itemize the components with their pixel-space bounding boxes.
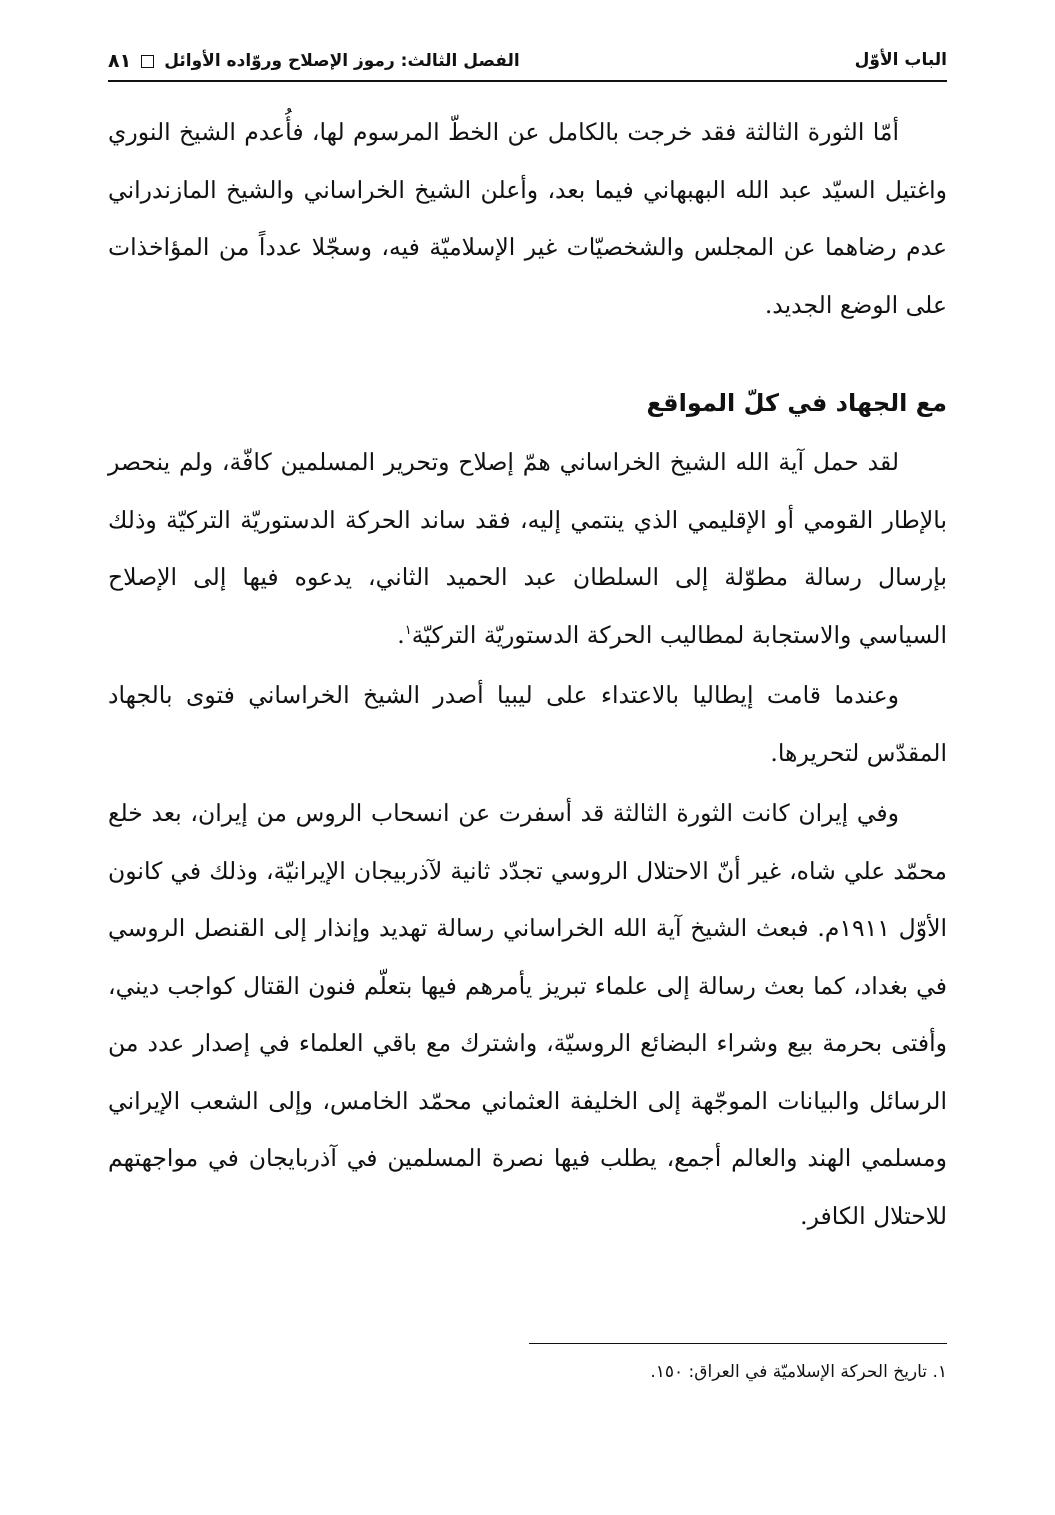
body-text [108, 104, 947, 1248]
paragraph-2 [108, 434, 947, 664]
paragraph-3: وعندما قامت إيطاليا بالاعتداء على ليبيا أصدر الشيخ الخراساني فتوى بالجهاد المقدّس لتحريرها. [108, 681, 947, 767]
part-title: الباب الأوّل [854, 50, 947, 70]
paragraph-2-end: . [397, 620, 405, 649]
chapter-title-group [108, 50, 520, 72]
chapter-title: الفصل الثالث: رموز الإصلاح وروّاده الأوائل [164, 51, 520, 71]
footnote-rule [529, 1343, 947, 1344]
paragraph-2-text: لقد حمل آية الله الشيخ الخراساني همّ إصلاح وتحرير المسلمين كافّة، ولم ينحصر بالإطار القومي أو الإقليمي الذي ينتمي إليه، فقد ساند الحركة الدستوريّة التركيّة وذلك بإرسال رسالة مطوّلة إلى السلطان عبد الحميد الثاني، يدعوه فيها إلى الإصلاح السياسي والاستجابة لمطاليب الحركة الدستوريّة التركيّة [108, 448, 947, 649]
paragraph-1: أمّا الثورة الثالثة فقد خرجت بالكامل عن الخطّ المرسوم لها، فأُعدم الشيخ النوري واغتيل السيّد عبد الله البهبهاني فيما بعد، وأعلن الشيخ الخراساني والشيخ المازندراني عدم رضاهما عن المجلس والشخصيّات غير الإسلاميّة فيه، وسجّلا عدداً من المؤاخذات على الوضع الجديد. [108, 118, 947, 319]
separator-square-icon [141, 55, 154, 68]
section-heading: مع الجهاد في كلّ المواقع [646, 389, 947, 417]
footnote-ref: ١ [404, 622, 412, 638]
running-header [108, 44, 947, 82]
paragraph-4: وفي إيران كانت الثورة الثالثة قد أسفرت عن انسحاب الروس من إيران، بعد خلع محمّد علي شاه، غير أنّ الاحتلال الروسي تجدّد ثانية لآذربيجان الإيرانيّة، وذلك في كانون الأوّل ١٩١١م. فبعث الشيخ آية الله الخراساني رسالة تهديد وإنذار إلى القنصل الروسي في بغداد، كما بعث رسالة إلى علماء تبريز يأمرهم فيها بتعلّم فنون القتال كواجب ديني، وأفتى بحرمة بيع وشراء البضائع الروسيّة، واشترك مع باقي العلماء في إصدار عدد من الرسائل والبيانات الموجّهة إلى الخليفة العثماني محمّد الخامس، وإلى الشعب الإيراني ومسلمي الهند والعالم أجمع، يطلب فيها نصرة المسلمين في آذربايجان في مواجهتهم للاحتلال الكافر. [108, 799, 947, 1230]
footnote: ١. تاريخ الحركة الإسلاميّة في العراق: ١٥٠. [650, 1362, 947, 1382]
page-number: ٨١ [108, 50, 132, 72]
